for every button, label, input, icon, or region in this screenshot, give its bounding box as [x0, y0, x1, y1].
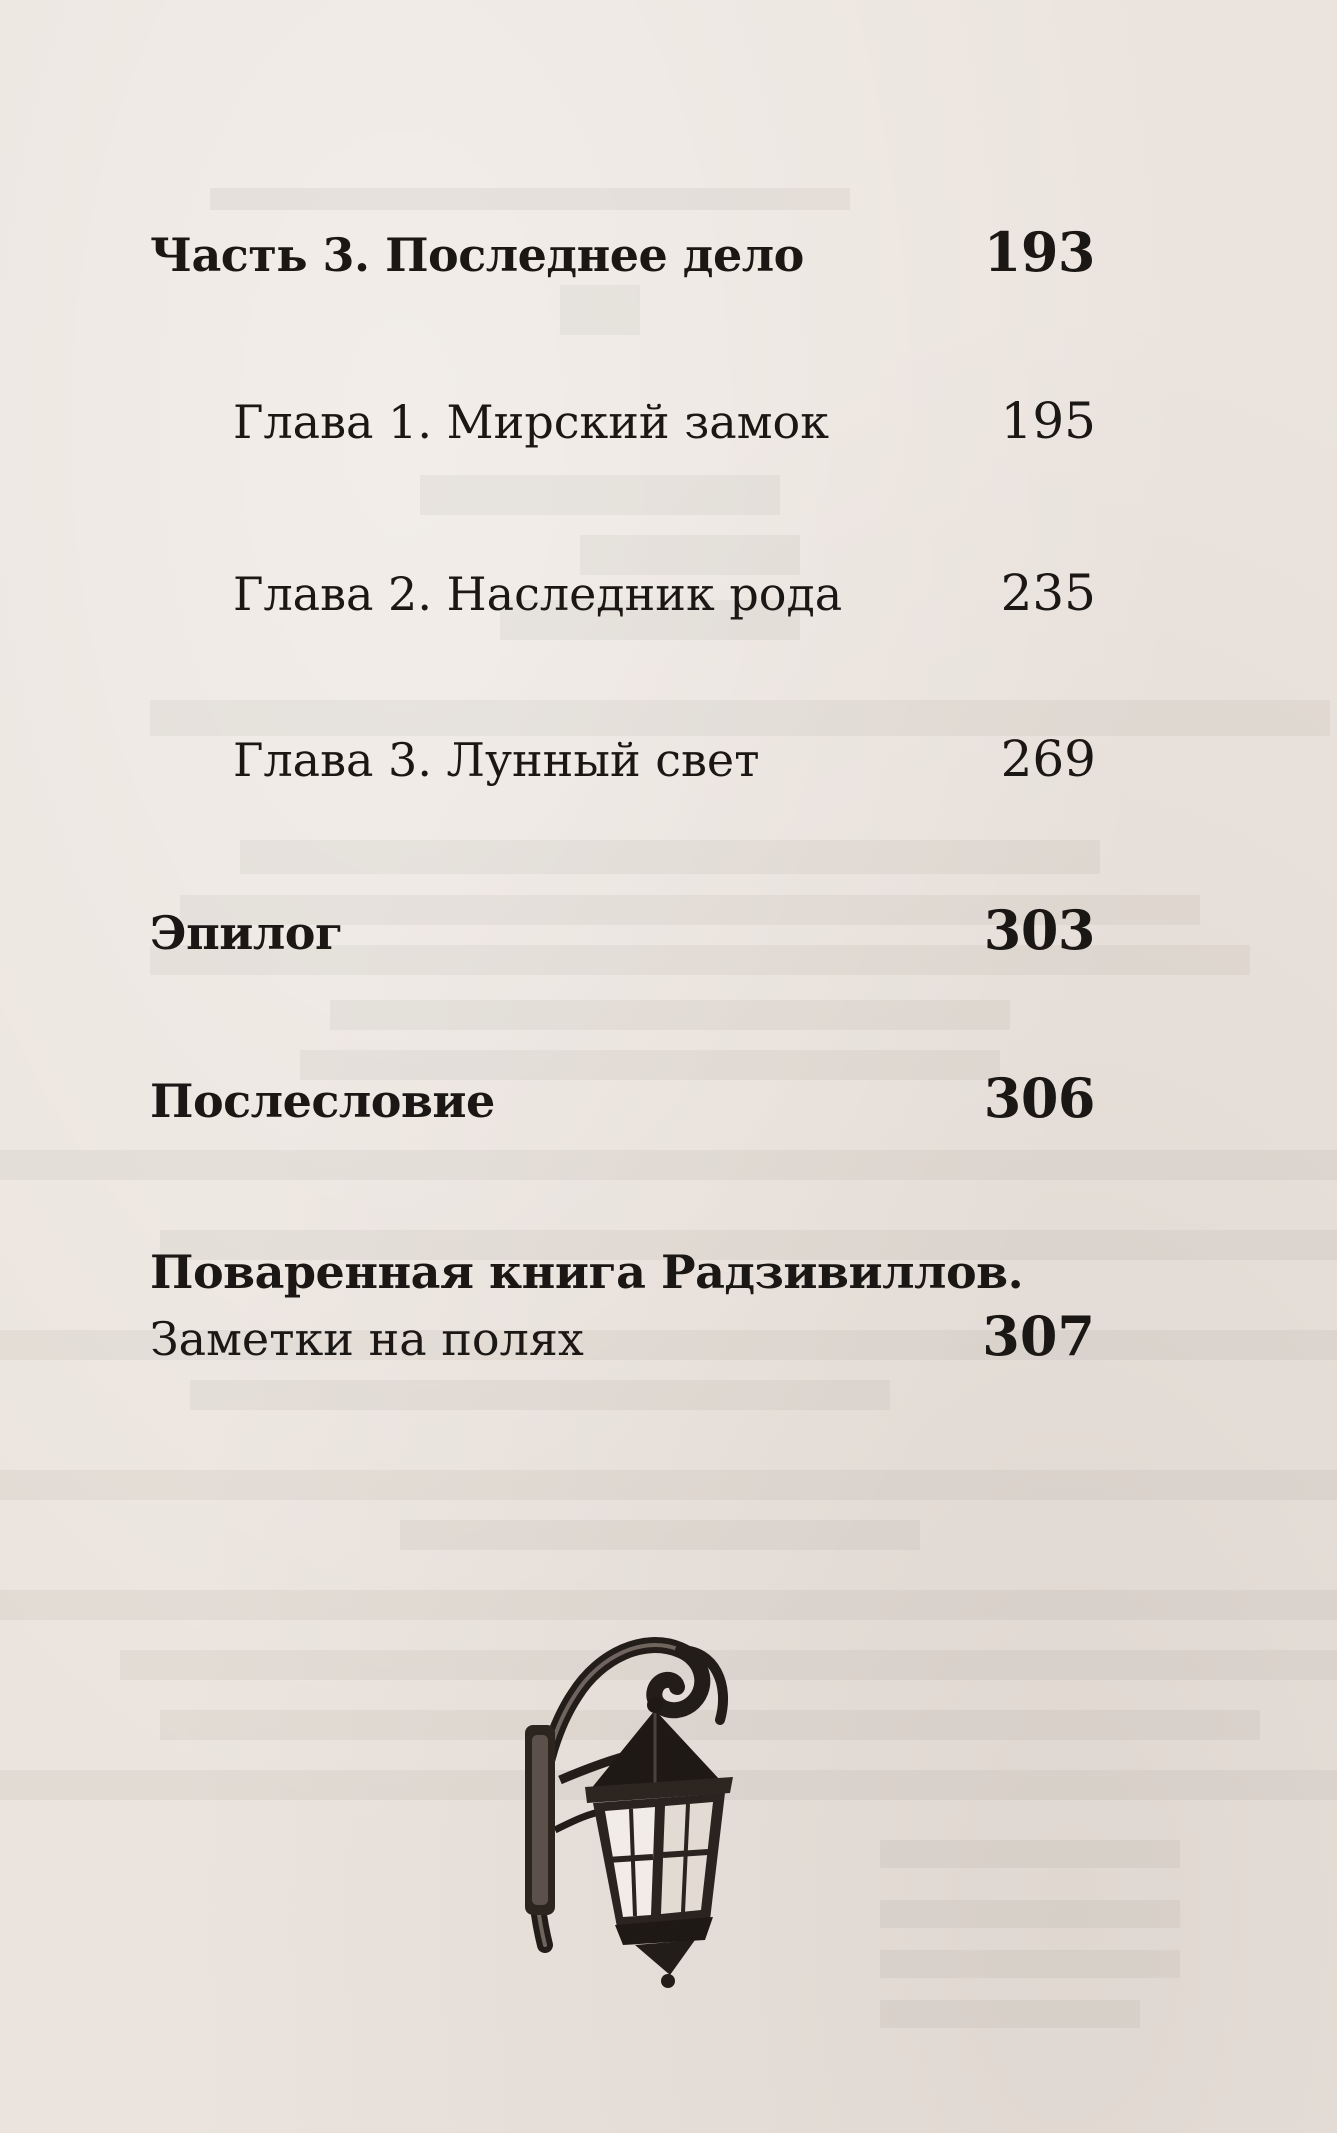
toc-entry-title: Часть 3. Последнее дело [150, 228, 804, 282]
toc-entry-page: 269 [1000, 730, 1096, 788]
toc-entry-page: 307 [982, 1304, 1095, 1368]
toc-entry-title: Послесловие [150, 1074, 495, 1128]
toc-entry-title: Глава 1. Мирский замок [233, 395, 829, 449]
toc-entry-page: 235 [1000, 564, 1096, 622]
toc-entry-page: 193 [983, 220, 1095, 284]
toc-entry-chapter1[interactable] [233, 392, 1096, 450]
toc-entry-subtitle: Заметки на полях [150, 1312, 584, 1366]
toc-entry-page: 195 [1000, 392, 1096, 450]
toc-entry-title: Эпилог [150, 906, 343, 960]
toc-entry-chapter2[interactable] [233, 564, 1096, 622]
toc-entry-title: Поваренная книга Радзивиллов. [150, 1245, 1024, 1299]
toc-entry-page: 303 [983, 898, 1095, 962]
toc-entry-epilogue[interactable] [150, 898, 1095, 962]
street-lantern-icon [505, 1615, 755, 1995]
toc-entry-page: 306 [983, 1066, 1095, 1130]
toc-entry-cookbook-line1[interactable] [150, 1245, 1095, 1299]
toc-entry-chapter3[interactable] [233, 730, 1096, 788]
toc-entry-afterword[interactable] [150, 1066, 1095, 1130]
toc-entry-title: Глава 2. Наследник рода [233, 567, 843, 621]
toc-entry-title: Глава 3. Лунный свет [233, 733, 760, 787]
toc-entry-part3[interactable] [150, 220, 1095, 284]
toc-entry-cookbook-line2[interactable] [150, 1304, 1095, 1368]
